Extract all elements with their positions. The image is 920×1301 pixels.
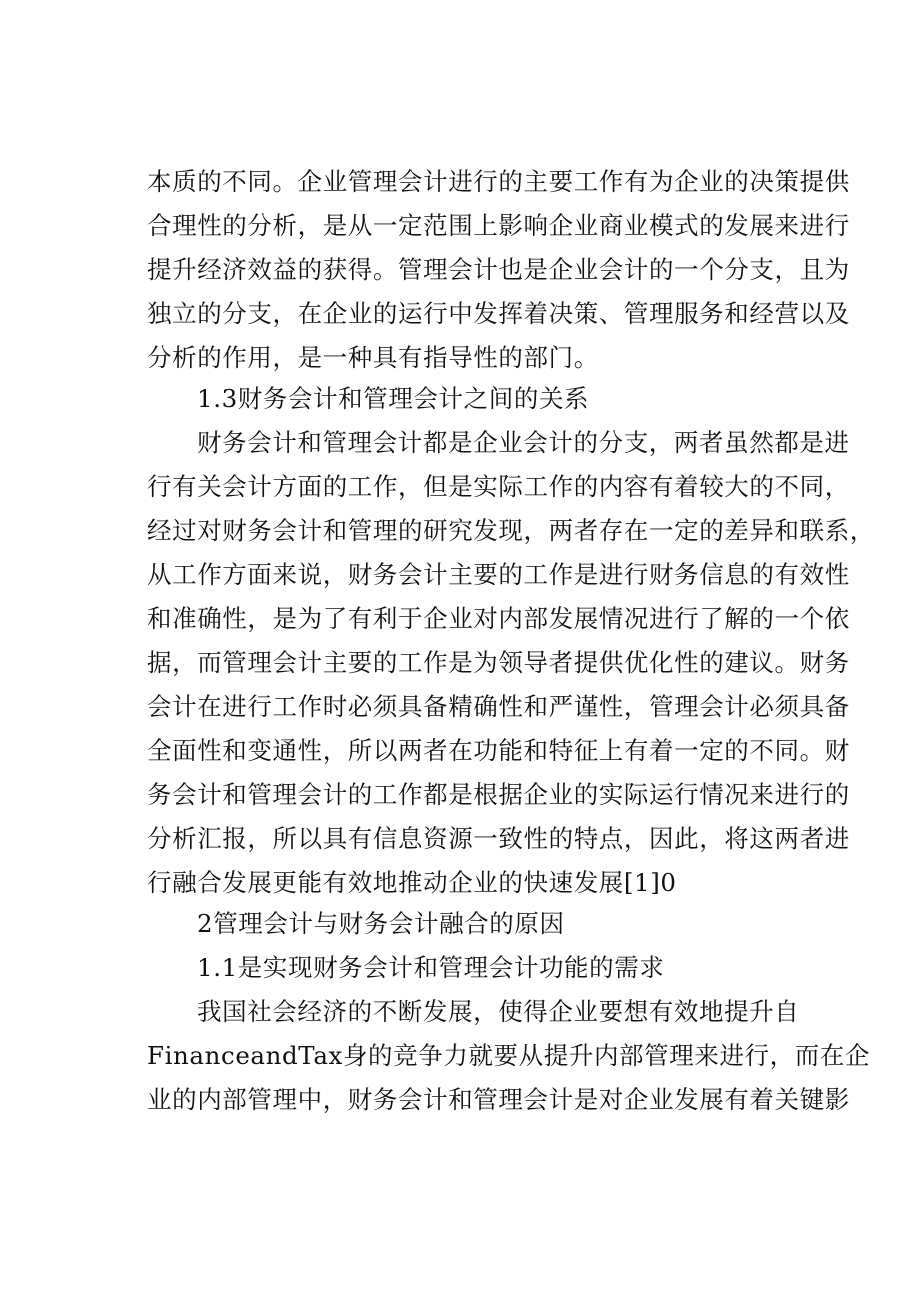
paragraph-line: 从工作方面来说，财务会计主要的工作是进行财务信息的有效性 — [147, 560, 850, 589]
paragraph-line: FinanceandTax身的竞争力就要从提升内部管理来进行，而在企 — [147, 1041, 871, 1070]
paragraph-line: 我国社会经济的不断发展，使得企业要想有效地提升自 — [197, 997, 800, 1026]
section-heading: 1.3财务会计和管理会计之间的关系 — [197, 384, 590, 413]
paragraph-line: 业的内部管理中，财务会计和管理会计是对企业发展有着关键影 — [147, 1085, 850, 1114]
paragraph-line: 合理性的分析，是从一定范围上影响企业商业模式的发展来进行 — [147, 211, 850, 240]
paragraph-line: 行融合发展更能有效地推动企业的快速发展[1]0 — [147, 868, 677, 897]
paragraph-line: 据，而管理会计主要的工作是为领导者提供优化性的建议。财务 — [147, 648, 850, 677]
section-heading: 2管理会计与财务会计融合的原因 — [197, 909, 565, 938]
paragraph-line: 务会计和管理会计的工作都是根据企业的实际运行情况来进行的 — [147, 780, 850, 809]
paragraph-line: 独立的分支，在企业的运行中发挥着决策、管理服务和经营以及 — [147, 299, 850, 328]
section-heading: 1.1是实现财务会计和管理会计功能的需求 — [197, 953, 665, 982]
paragraph-line: 分析的作用，是一种具有指导性的部门。 — [147, 343, 599, 372]
paragraph-line: 会计在进行工作时必须具备精确性和严谨性，管理会计必须具备 — [147, 692, 850, 721]
paragraph-line: 分析汇报，所以具有信息资源一致性的特点，因此，将这两者进 — [147, 824, 850, 853]
paragraph-line: 提升经济效益的获得。管理会计也是企业会计的一个分支，且为 — [147, 255, 850, 284]
paragraph-line: 财务会计和管理会计都是企业会计的分支，两者虽然都是进 — [197, 428, 850, 457]
paragraph-line: 经过对财务会计和管理的研究发现，两者存在一定的差异和联系， — [147, 516, 875, 545]
paragraph-line: 和准确性，是为了有利于企业对内部发展情况进行了解的一个依 — [147, 604, 850, 633]
paragraph-line: 行有关会计方面的工作，但是实际工作的内容有着较大的不同， — [147, 472, 850, 501]
paragraph-line: 全面性和变通性，所以两者在功能和特征上有着一定的不同。财 — [147, 736, 850, 765]
paragraph-line: 本质的不同。企业管理会计进行的主要工作有为企业的决策提供 — [147, 167, 850, 196]
